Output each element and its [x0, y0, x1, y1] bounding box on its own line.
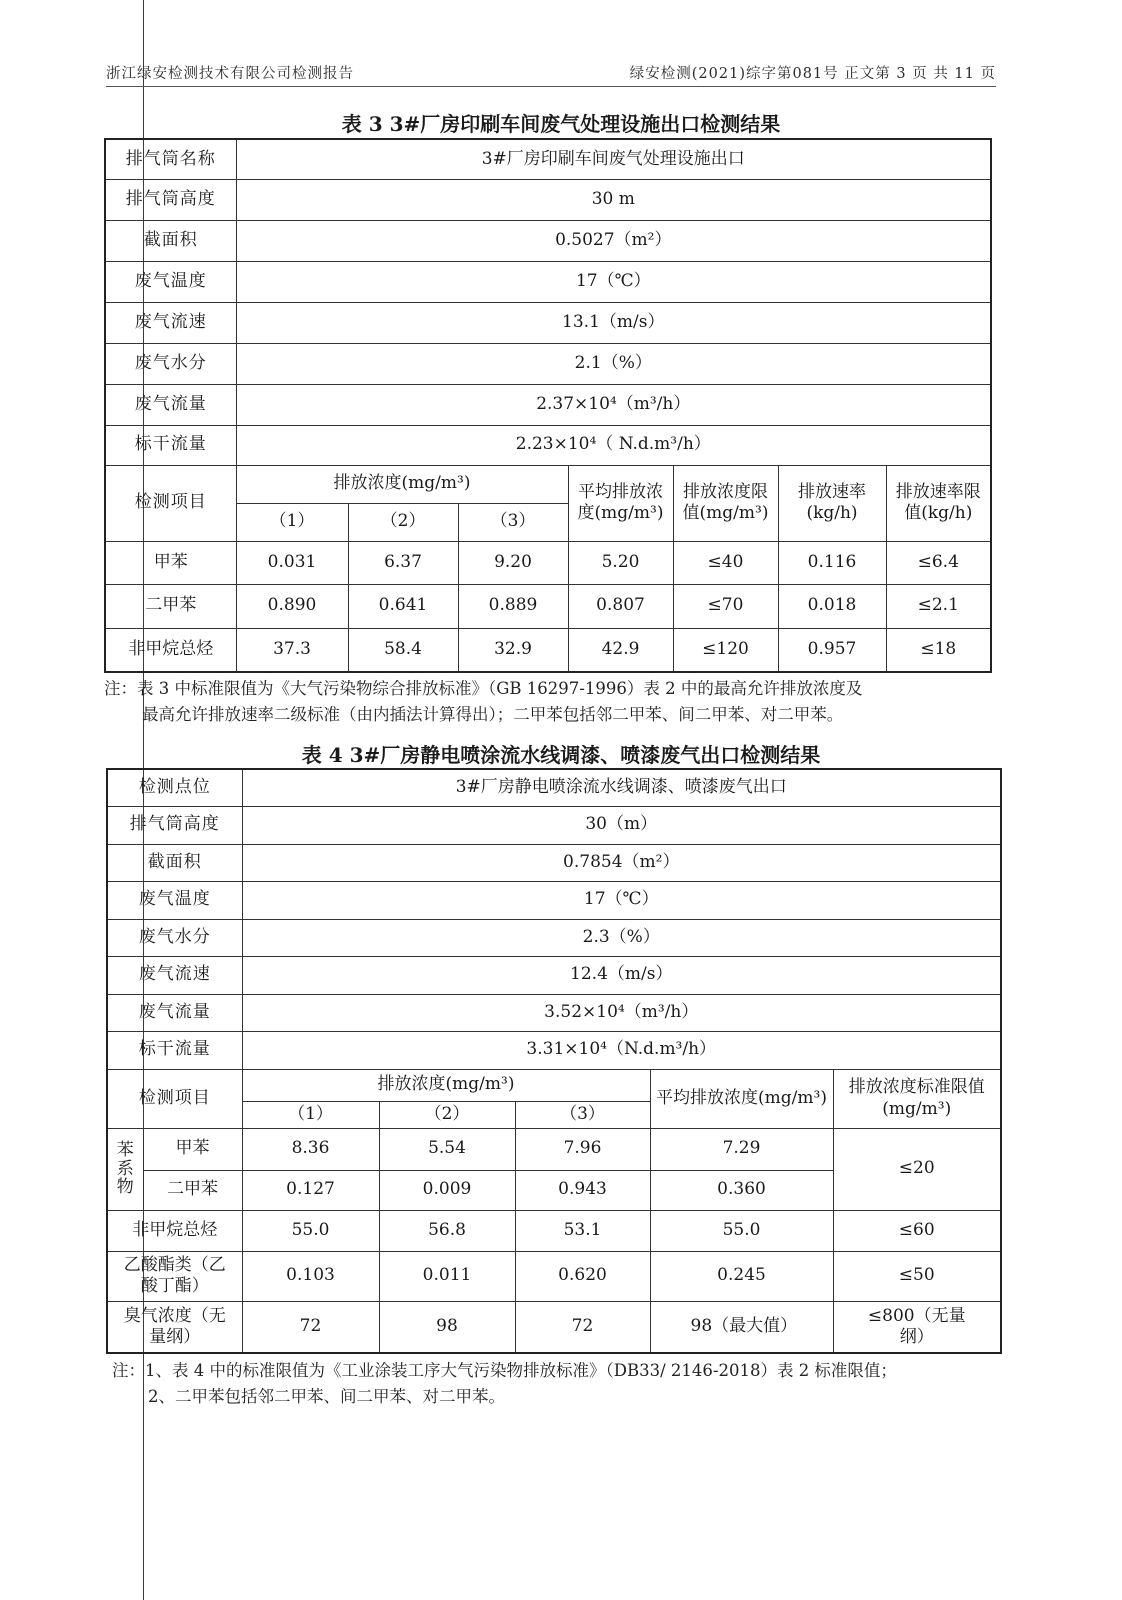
item-name: 非甲烷总烃 [105, 628, 236, 672]
table-row [105, 261, 991, 302]
cell: 42.9 [568, 628, 673, 672]
cell: 55.0 [242, 1210, 379, 1251]
cell: 5.54 [379, 1128, 515, 1170]
item-name: 甲苯 [105, 541, 236, 584]
cell: 0.889 [458, 584, 568, 628]
info-value: 0.7854（m²） [242, 844, 1001, 881]
table-row [107, 956, 1001, 994]
cell: 8.36 [242, 1128, 379, 1170]
cell: ≤60 [833, 1210, 1001, 1251]
table4-caption: 表 4 3#厂房静电喷涂流水线调漆、喷漆废气出口检测结果 [301, 743, 821, 767]
note-line: 最高允许排放速率二级标准（由内插法计算得出）；二甲苯包括邻二甲苯、间二甲苯、对二甲苯。 [142, 705, 844, 724]
cell: ≤70 [673, 584, 778, 628]
info-value: 30（m） [242, 806, 1001, 844]
info-label: 标干流量 [107, 1031, 242, 1069]
cell: 0.127 [242, 1170, 379, 1210]
info-value: 12.4（m/s） [242, 956, 1001, 994]
report-number: 绿安检测(2021)综字第081号 正文第 3 页 共 11 页 [629, 66, 996, 82]
cell: ≤18 [886, 628, 991, 672]
info-value: 3#厂房静电喷涂流水线调漆、喷漆废气出口 [242, 769, 1001, 806]
cell: 7.96 [515, 1128, 650, 1170]
header-limit: 排放浓度标准限值(mg/m³) [833, 1069, 1001, 1128]
table-row [107, 1251, 1001, 1301]
note-line: 注：1、表 4 中的标准限值为《工业涂装工序大气污染物排放标准》（DB33/ 2146-2018）表 2 标准限值； [112, 1361, 897, 1380]
info-label: 排气筒高度 [107, 806, 242, 844]
company-report-title: 浙江绿安检测技术有限公司检测报告 [106, 66, 354, 82]
info-label: 截面积 [105, 220, 236, 261]
info-value: 30 m [236, 179, 991, 220]
cell: 37.3 [236, 628, 348, 672]
table-row [105, 179, 991, 220]
info-value: 17（℃） [242, 881, 1001, 919]
header-sample-3: （3） [515, 1101, 650, 1128]
info-label: 废气流速 [107, 956, 242, 994]
header-sample-2: （2） [348, 503, 458, 541]
cell: 55.0 [650, 1210, 833, 1251]
cell: ≤50 [833, 1251, 1001, 1301]
header-sample-2: （2） [379, 1101, 515, 1128]
table-row [107, 1210, 1001, 1251]
cell: 0.620 [515, 1251, 650, 1301]
info-label: 检测点位 [107, 769, 242, 806]
cell: 5.20 [568, 541, 673, 584]
info-value: 3.52×10⁴（m³/h） [242, 994, 1001, 1031]
cell: 56.8 [379, 1210, 515, 1251]
cell: 0.943 [515, 1170, 650, 1210]
item-name: 非甲烷总烃 [107, 1210, 242, 1251]
header-avg: 平均排放浓度(mg/m³) [650, 1069, 833, 1128]
cell: ≤2.1 [886, 584, 991, 628]
info-value: 2.23×10⁴（ N.d.m³/h） [236, 425, 991, 465]
info-label: 废气温度 [105, 261, 236, 302]
header-item: 检测项目 [105, 465, 236, 541]
table-row [105, 541, 991, 584]
cell: 0.807 [568, 584, 673, 628]
table-row [107, 1301, 1001, 1353]
cell: 0.360 [650, 1170, 833, 1210]
table-row [107, 844, 1001, 881]
cell: 0.957 [778, 628, 886, 672]
item-name: 乙酸酯类（乙酸丁酯） [107, 1251, 242, 1301]
table-row [105, 220, 991, 261]
table-row [105, 302, 991, 343]
table3 [104, 138, 992, 673]
cell: 0.890 [236, 584, 348, 628]
header-item: 检测项目 [107, 1069, 242, 1128]
info-label: 截面积 [107, 844, 242, 881]
table-row [105, 384, 991, 425]
benzene-limit: ≤20 [833, 1128, 1001, 1210]
table-header-row [107, 1069, 1001, 1101]
table3-caption: 表 3 3#厂房印刷车间废气处理设施出口检测结果 [341, 112, 781, 136]
cell: ≤800（无量纲） [833, 1301, 1001, 1353]
info-value: 2.3（%） [242, 919, 1001, 956]
cell: 9.20 [458, 541, 568, 584]
info-label: 废气流速 [105, 302, 236, 343]
info-value: 2.37×10⁴（m³/h） [236, 384, 991, 425]
item-name: 二甲苯 [143, 1170, 242, 1210]
header-avg: 平均排放浓度(mg/m³) [568, 465, 673, 541]
info-label: 排气筒高度 [105, 179, 236, 220]
info-value: 3#厂房印刷车间废气处理设施出口 [236, 139, 991, 179]
table-row [107, 1031, 1001, 1069]
table-row [105, 584, 991, 628]
cell: 0.245 [650, 1251, 833, 1301]
cell: 72 [242, 1301, 379, 1353]
info-value: 13.1（m/s） [236, 302, 991, 343]
cell: 98（最大值） [650, 1301, 833, 1353]
page-header [106, 62, 996, 87]
note-line: 2、二甲苯包括邻二甲苯、间二甲苯、对二甲苯。 [148, 1387, 505, 1406]
table4 [106, 768, 1002, 1354]
cell: 32.9 [458, 628, 568, 672]
item-name: 甲苯 [143, 1128, 242, 1170]
item-name: 臭气浓度（无量纲） [107, 1301, 242, 1353]
table-row [105, 628, 991, 672]
header-limit: 排放浓度限值(mg/m³) [673, 465, 778, 541]
cell: 0.031 [236, 541, 348, 584]
table4-note [112, 1358, 1012, 1410]
table3-note [104, 676, 1004, 728]
cell: 72 [515, 1301, 650, 1353]
info-label: 废气温度 [107, 881, 242, 919]
note-line: 注：表 3 中标准限值为《大气污染物综合排放标准》（GB 16297-1996）表 2 中的最高允许排放浓度及 [104, 679, 863, 698]
cell: 0.011 [379, 1251, 515, 1301]
cell: 6.37 [348, 541, 458, 584]
table-row [107, 881, 1001, 919]
cell: ≤6.4 [886, 541, 991, 584]
header-conc: 排放浓度(mg/m³) [242, 1069, 650, 1101]
table-row [107, 806, 1001, 844]
table-row [105, 425, 991, 465]
cell: 0.641 [348, 584, 458, 628]
cell: 98 [379, 1301, 515, 1353]
info-label: 排气筒名称 [105, 139, 236, 179]
info-label: 废气流量 [107, 994, 242, 1031]
info-label: 标干流量 [105, 425, 236, 465]
table-row [105, 343, 991, 384]
info-value: 2.1（%） [236, 343, 991, 384]
table-row [107, 994, 1001, 1031]
cell: 0.009 [379, 1170, 515, 1210]
cell: ≤120 [673, 628, 778, 672]
cell: ≤40 [673, 541, 778, 584]
item-name: 二甲苯 [105, 584, 236, 628]
info-value: 0.5027（m²） [236, 220, 991, 261]
cell: 0.018 [778, 584, 886, 628]
cell: 0.103 [242, 1251, 379, 1301]
group-label-benzene-series: 苯系物 [107, 1128, 143, 1210]
table-row [107, 1128, 1001, 1170]
table-row [107, 919, 1001, 956]
header-sample-1: （1） [236, 503, 348, 541]
table-header-row [105, 465, 991, 503]
header-rate: 排放速率(kg/h) [778, 465, 886, 541]
info-value: 17（℃） [236, 261, 991, 302]
cell: 0.116 [778, 541, 886, 584]
info-label: 废气流量 [105, 384, 236, 425]
table-row [105, 139, 991, 179]
header-rate-limit: 排放速率限值(kg/h) [886, 465, 991, 541]
info-label: 废气水分 [107, 919, 242, 956]
header-sample-1: （1） [242, 1101, 379, 1128]
info-value: 3.31×10⁴（N.d.m³/h） [242, 1031, 1001, 1069]
cell: 58.4 [348, 628, 458, 672]
info-label: 废气水分 [105, 343, 236, 384]
table-row [107, 769, 1001, 806]
header-sample-3: （3） [458, 503, 568, 541]
cell: 7.29 [650, 1128, 833, 1170]
cell: 53.1 [515, 1210, 650, 1251]
header-conc: 排放浓度(mg/m³) [236, 465, 568, 503]
